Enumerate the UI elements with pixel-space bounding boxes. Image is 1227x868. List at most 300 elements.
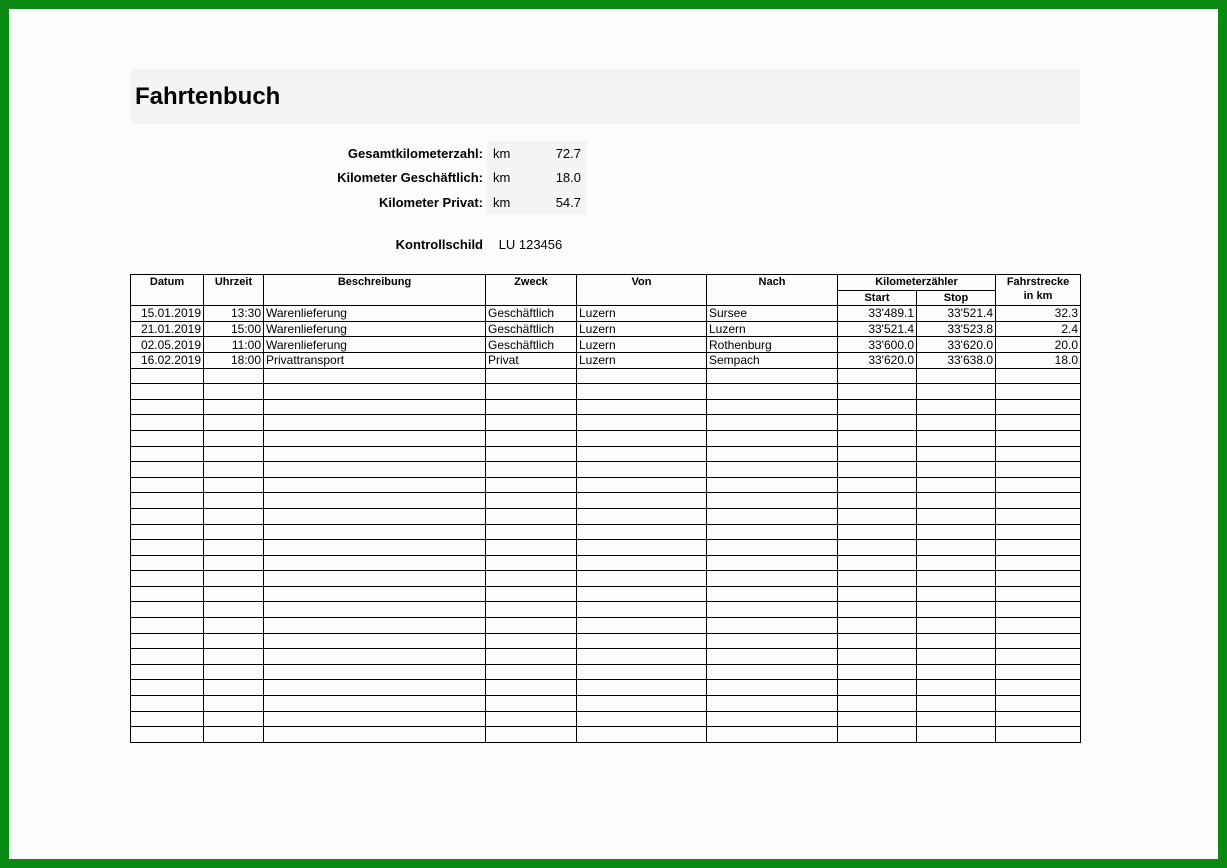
empty-cell	[204, 649, 264, 665]
empty-cell	[707, 415, 838, 431]
empty-cell	[486, 462, 577, 478]
empty-cell	[577, 462, 707, 478]
empty-cell	[917, 508, 996, 524]
empty-table-row	[131, 368, 1081, 384]
header-fahrstrecke	[996, 275, 1081, 306]
cell-stop: 33'523.8	[917, 321, 996, 337]
cell-start: 33'489.1	[838, 306, 917, 322]
empty-table-row	[131, 399, 1081, 415]
empty-cell	[131, 680, 204, 696]
empty-cell	[577, 508, 707, 524]
empty-cell	[838, 664, 917, 680]
summary-row-business	[279, 166, 587, 191]
summary-label: Kilometer Privat:	[378, 194, 483, 210]
table-row	[131, 306, 1081, 322]
empty-cell	[707, 711, 838, 727]
empty-cell	[131, 462, 204, 478]
empty-cell	[264, 524, 486, 540]
empty-cell	[996, 586, 1081, 602]
empty-cell	[486, 571, 577, 587]
empty-cell	[838, 384, 917, 400]
empty-cell	[131, 508, 204, 524]
empty-cell	[577, 555, 707, 571]
cell-von: Luzern	[577, 337, 707, 353]
empty-cell	[577, 711, 707, 727]
empty-cell	[204, 727, 264, 743]
empty-cell	[917, 618, 996, 634]
empty-cell	[917, 649, 996, 665]
empty-table-row	[131, 493, 1081, 509]
table-row	[131, 321, 1081, 337]
empty-cell	[838, 618, 917, 634]
empty-cell	[486, 540, 577, 556]
summary-table	[279, 141, 587, 215]
empty-cell	[204, 633, 264, 649]
empty-cell	[486, 508, 577, 524]
empty-cell	[486, 664, 577, 680]
empty-cell	[838, 633, 917, 649]
empty-cell	[707, 524, 838, 540]
empty-cell	[577, 696, 707, 712]
empty-cell	[204, 508, 264, 524]
empty-cell	[577, 649, 707, 665]
empty-cell	[917, 711, 996, 727]
cell-strecke: 20.0	[996, 337, 1081, 353]
empty-cell	[707, 649, 838, 665]
cell-nach: Sempach	[707, 352, 838, 368]
empty-cell	[707, 493, 838, 509]
empty-cell	[917, 727, 996, 743]
empty-cell	[577, 540, 707, 556]
empty-cell	[917, 586, 996, 602]
header-kilometerzaehler: Kilometerzähler	[838, 275, 996, 291]
page-title: Fahrtenbuch	[135, 83, 281, 110]
empty-cell	[204, 540, 264, 556]
cell-stop: 33'521.4	[917, 306, 996, 322]
empty-cell	[917, 415, 996, 431]
empty-cell	[917, 664, 996, 680]
empty-cell	[917, 477, 996, 493]
empty-cell	[486, 555, 577, 571]
summary-value: 54.7	[531, 190, 587, 215]
empty-cell	[996, 430, 1081, 446]
cell-strecke: 32.3	[996, 306, 1081, 322]
empty-cell	[707, 633, 838, 649]
cell-uhrzeit: 13:30	[204, 306, 264, 322]
empty-cell	[707, 399, 838, 415]
empty-cell	[577, 430, 707, 446]
empty-cell	[264, 384, 486, 400]
empty-cell	[838, 524, 917, 540]
empty-cell	[838, 415, 917, 431]
cell-datum: 21.01.2019	[131, 321, 204, 337]
empty-cell	[486, 618, 577, 634]
empty-cell	[838, 462, 917, 478]
cell-beschreibung: Warenlieferung	[264, 337, 486, 353]
summary-label: Kilometer Geschäftlich:	[337, 170, 483, 186]
empty-cell	[131, 524, 204, 540]
empty-cell	[204, 586, 264, 602]
empty-cell	[917, 384, 996, 400]
empty-cell	[577, 727, 707, 743]
header-stop: Stop	[917, 290, 996, 306]
empty-cell	[996, 555, 1081, 571]
cell-zweck: Geschäftlich	[486, 306, 577, 322]
empty-cell	[264, 633, 486, 649]
cell-uhrzeit: 18:00	[204, 352, 264, 368]
empty-cell	[204, 462, 264, 478]
empty-table-row	[131, 540, 1081, 556]
empty-cell	[131, 711, 204, 727]
empty-cell	[264, 618, 486, 634]
cell-start: 33'620.0	[838, 352, 917, 368]
header-nach: Nach	[707, 275, 838, 306]
empty-cell	[264, 711, 486, 727]
empty-cell	[996, 477, 1081, 493]
empty-cell	[996, 680, 1081, 696]
empty-cell	[917, 680, 996, 696]
empty-table-row	[131, 649, 1081, 665]
empty-cell	[838, 540, 917, 556]
summary-value: 72.7	[531, 141, 587, 166]
cell-uhrzeit: 15:00	[204, 321, 264, 337]
empty-cell	[577, 664, 707, 680]
empty-cell	[707, 618, 838, 634]
empty-cell	[917, 368, 996, 384]
empty-cell	[204, 415, 264, 431]
empty-table-row	[131, 462, 1081, 478]
empty-table-row	[131, 711, 1081, 727]
empty-cell	[838, 508, 917, 524]
license-plate-label: Kontrollschild	[395, 237, 483, 252]
empty-cell	[577, 524, 707, 540]
empty-cell	[707, 602, 838, 618]
empty-cell	[131, 602, 204, 618]
empty-cell	[204, 618, 264, 634]
empty-cell	[917, 430, 996, 446]
empty-cell	[996, 571, 1081, 587]
empty-cell	[707, 384, 838, 400]
empty-cell	[838, 727, 917, 743]
empty-cell	[838, 602, 917, 618]
empty-cell	[917, 524, 996, 540]
summary-unit: km	[487, 141, 531, 166]
empty-cell	[707, 696, 838, 712]
empty-cell	[131, 649, 204, 665]
empty-cell	[264, 680, 486, 696]
empty-table-row	[131, 430, 1081, 446]
empty-cell	[996, 446, 1081, 462]
cell-beschreibung: Warenlieferung	[264, 306, 486, 322]
cell-start: 33'521.4	[838, 321, 917, 337]
empty-cell	[264, 477, 486, 493]
header-fahrstrecke-line2: in km	[1023, 290, 1053, 302]
empty-cell	[707, 446, 838, 462]
empty-table-row	[131, 602, 1081, 618]
empty-cell	[707, 664, 838, 680]
empty-cell	[707, 462, 838, 478]
empty-cell	[264, 446, 486, 462]
empty-cell	[204, 571, 264, 587]
cell-stop: 33'638.0	[917, 352, 996, 368]
empty-cell	[996, 618, 1081, 634]
empty-cell	[838, 446, 917, 462]
empty-cell	[131, 571, 204, 587]
empty-cell	[577, 446, 707, 462]
cell-start: 33'600.0	[838, 337, 917, 353]
empty-cell	[838, 649, 917, 665]
empty-cell	[131, 586, 204, 602]
license-plate	[279, 237, 562, 252]
empty-cell	[917, 696, 996, 712]
empty-cell	[577, 571, 707, 587]
empty-table-row	[131, 680, 1081, 696]
empty-cell	[204, 524, 264, 540]
empty-cell	[131, 477, 204, 493]
empty-cell	[486, 711, 577, 727]
empty-table-row	[131, 384, 1081, 400]
empty-cell	[707, 540, 838, 556]
empty-cell	[917, 555, 996, 571]
empty-cell	[838, 368, 917, 384]
empty-cell	[996, 384, 1081, 400]
empty-cell	[577, 633, 707, 649]
empty-cell	[707, 508, 838, 524]
title-band	[131, 69, 1080, 124]
summary-unit: km	[487, 190, 531, 215]
empty-cell	[917, 399, 996, 415]
empty-cell	[707, 368, 838, 384]
empty-cell	[204, 384, 264, 400]
cell-nach: Rothenburg	[707, 337, 838, 353]
empty-cell	[996, 727, 1081, 743]
empty-cell	[917, 446, 996, 462]
header-datum: Datum	[131, 275, 204, 306]
empty-cell	[577, 618, 707, 634]
empty-cell	[204, 696, 264, 712]
empty-table-row	[131, 696, 1081, 712]
empty-cell	[917, 633, 996, 649]
empty-cell	[264, 586, 486, 602]
cell-beschreibung: Privattransport	[264, 352, 486, 368]
empty-cell	[838, 430, 917, 446]
empty-cell	[486, 493, 577, 509]
empty-cell	[707, 586, 838, 602]
empty-cell	[577, 586, 707, 602]
empty-table-row	[131, 415, 1081, 431]
cell-von: Luzern	[577, 352, 707, 368]
cell-stop: 33'620.0	[917, 337, 996, 353]
empty-cell	[577, 384, 707, 400]
empty-cell	[204, 446, 264, 462]
empty-cell	[996, 462, 1081, 478]
empty-table-row	[131, 477, 1081, 493]
empty-cell	[486, 649, 577, 665]
empty-cell	[838, 711, 917, 727]
empty-cell	[838, 680, 917, 696]
empty-cell	[486, 602, 577, 618]
empty-cell	[131, 399, 204, 415]
empty-cell	[264, 493, 486, 509]
empty-cell	[577, 602, 707, 618]
empty-table-row	[131, 664, 1081, 680]
empty-cell	[577, 368, 707, 384]
empty-cell	[264, 555, 486, 571]
empty-cell	[577, 477, 707, 493]
empty-cell	[131, 633, 204, 649]
cell-datum: 15.01.2019	[131, 306, 204, 322]
empty-cell	[204, 602, 264, 618]
empty-cell	[131, 384, 204, 400]
empty-cell	[204, 664, 264, 680]
empty-cell	[204, 555, 264, 571]
header-fahrstrecke-line1: Fahrstrecke	[1006, 276, 1070, 288]
header-start: Start	[838, 290, 917, 306]
empty-cell	[996, 399, 1081, 415]
empty-cell	[486, 477, 577, 493]
empty-cell	[707, 555, 838, 571]
empty-cell	[838, 586, 917, 602]
empty-cell	[486, 415, 577, 431]
summary-label: Gesamtkilometerzahl:	[347, 145, 483, 161]
empty-cell	[486, 446, 577, 462]
empty-table-row	[131, 571, 1081, 587]
header-uhrzeit: Uhrzeit	[204, 275, 264, 306]
license-plate-value: LU 123456	[498, 237, 563, 252]
empty-cell	[486, 727, 577, 743]
empty-cell	[264, 462, 486, 478]
empty-cell	[917, 602, 996, 618]
empty-cell	[996, 493, 1081, 509]
empty-cell	[131, 727, 204, 743]
empty-cell	[996, 696, 1081, 712]
empty-table-row	[131, 618, 1081, 634]
empty-cell	[131, 368, 204, 384]
empty-cell	[204, 477, 264, 493]
cell-zweck: Geschäftlich	[486, 337, 577, 353]
empty-table-row	[131, 524, 1081, 540]
empty-cell	[131, 430, 204, 446]
empty-cell	[996, 415, 1081, 431]
empty-cell	[486, 384, 577, 400]
summary-row-total	[279, 141, 587, 166]
header-zweck: Zweck	[486, 275, 577, 306]
empty-table-row	[131, 555, 1081, 571]
empty-cell	[264, 430, 486, 446]
empty-cell	[131, 664, 204, 680]
empty-cell	[996, 524, 1081, 540]
empty-cell	[264, 696, 486, 712]
header-row	[131, 275, 1081, 291]
document-page	[9, 9, 1218, 859]
empty-cell	[996, 649, 1081, 665]
empty-cell	[996, 602, 1081, 618]
empty-cell	[707, 477, 838, 493]
summary-row-private	[279, 190, 587, 215]
empty-cell	[264, 415, 486, 431]
cell-datum: 02.05.2019	[131, 337, 204, 353]
empty-cell	[204, 430, 264, 446]
empty-cell	[996, 664, 1081, 680]
table-row	[131, 337, 1081, 353]
empty-cell	[838, 477, 917, 493]
cell-strecke: 18.0	[996, 352, 1081, 368]
cell-zweck: Geschäftlich	[486, 321, 577, 337]
summary-unit: km	[487, 166, 531, 191]
empty-cell	[486, 633, 577, 649]
summary-value: 18.0	[531, 166, 587, 191]
empty-cell	[486, 586, 577, 602]
empty-cell	[486, 399, 577, 415]
empty-cell	[131, 493, 204, 509]
header-beschreibung: Beschreibung	[264, 275, 486, 306]
empty-cell	[707, 680, 838, 696]
empty-cell	[264, 399, 486, 415]
empty-cell	[917, 462, 996, 478]
empty-table-row	[131, 727, 1081, 743]
empty-cell	[264, 571, 486, 587]
empty-cell	[486, 524, 577, 540]
trip-log-table	[130, 274, 1081, 743]
cell-von: Luzern	[577, 321, 707, 337]
header-von: Von	[577, 275, 707, 306]
empty-table-row	[131, 633, 1081, 649]
empty-cell	[917, 493, 996, 509]
empty-cell	[264, 602, 486, 618]
cell-datum: 16.02.2019	[131, 352, 204, 368]
empty-cell	[486, 430, 577, 446]
empty-cell	[838, 555, 917, 571]
empty-table-row	[131, 508, 1081, 524]
empty-cell	[707, 727, 838, 743]
empty-cell	[577, 680, 707, 696]
empty-cell	[838, 571, 917, 587]
table-row	[131, 352, 1081, 368]
empty-cell	[996, 508, 1081, 524]
empty-cell	[486, 368, 577, 384]
empty-cell	[131, 446, 204, 462]
empty-cell	[577, 399, 707, 415]
empty-cell	[264, 368, 486, 384]
empty-cell	[131, 415, 204, 431]
empty-cell	[577, 493, 707, 509]
empty-cell	[204, 493, 264, 509]
empty-cell	[838, 493, 917, 509]
empty-cell	[917, 540, 996, 556]
empty-cell	[707, 571, 838, 587]
empty-cell	[577, 415, 707, 431]
empty-cell	[131, 696, 204, 712]
empty-cell	[917, 571, 996, 587]
empty-cell	[996, 368, 1081, 384]
empty-cell	[204, 711, 264, 727]
empty-table-row	[131, 586, 1081, 602]
empty-cell	[486, 696, 577, 712]
empty-cell	[486, 680, 577, 696]
empty-cell	[264, 540, 486, 556]
empty-cell	[264, 649, 486, 665]
empty-cell	[131, 555, 204, 571]
cell-uhrzeit: 11:00	[204, 337, 264, 353]
empty-cell	[996, 633, 1081, 649]
empty-cell	[204, 680, 264, 696]
empty-cell	[838, 696, 917, 712]
empty-cell	[204, 399, 264, 415]
empty-cell	[838, 399, 917, 415]
cell-von: Luzern	[577, 306, 707, 322]
cell-beschreibung: Warenlieferung	[264, 321, 486, 337]
empty-table-row	[131, 446, 1081, 462]
